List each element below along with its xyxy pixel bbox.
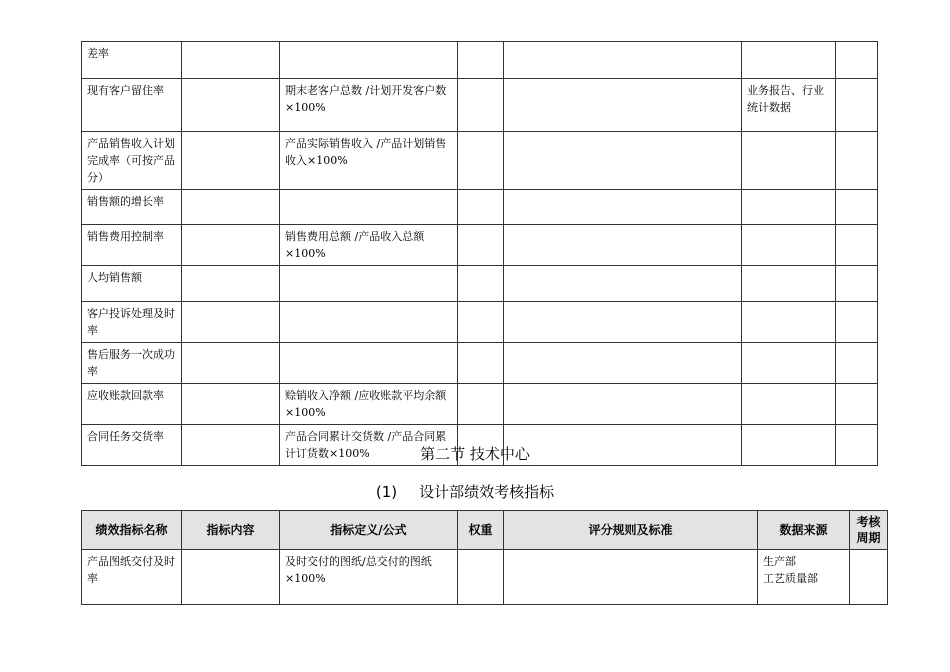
weight-cell	[458, 79, 504, 132]
weight-cell	[458, 302, 504, 343]
sub-title	[0, 481, 940, 502]
table-row	[82, 302, 878, 343]
source-line: 生产部	[763, 555, 796, 568]
rules-cell	[504, 42, 742, 79]
indicator-name-cell: 合同任务交货率	[82, 425, 182, 466]
definition-cell: 销售费用总额 /产品收入总额×100%	[280, 225, 458, 266]
section-title: 第二节 技术中心	[420, 445, 530, 463]
rules-cell	[504, 343, 742, 384]
weight-cell	[458, 42, 504, 79]
sub-title-number: (1)	[375, 483, 398, 501]
weight-cell	[458, 132, 504, 190]
definition-cell: 产品合同累计交货数 /产品合同累计订货数×100%	[280, 425, 458, 466]
content-cell	[182, 302, 280, 343]
table-row	[82, 343, 878, 384]
table-row	[82, 132, 878, 190]
design-dept-kpi-table	[81, 510, 888, 605]
definition-cell	[280, 42, 458, 79]
indicator-name-cell: 现有客户留住率	[82, 79, 182, 132]
source-cell	[758, 550, 850, 605]
period-cell	[836, 343, 878, 384]
rules-cell	[504, 550, 758, 605]
source-cell	[742, 302, 836, 343]
weight-cell	[458, 225, 504, 266]
period-cell	[836, 302, 878, 343]
table-row	[82, 266, 878, 302]
indicator-name-cell: 产品销售收入计划完成率（可按产品分）	[82, 132, 182, 190]
content-cell	[182, 79, 280, 132]
table-header-row	[82, 511, 888, 550]
indicator-name-cell: 应收账款回款率	[82, 384, 182, 425]
source-cell	[742, 132, 836, 190]
rules-cell	[504, 190, 742, 225]
rules-cell	[504, 302, 742, 343]
definition-cell	[280, 190, 458, 225]
period-cell	[836, 79, 878, 132]
content-cell	[182, 266, 280, 302]
content-cell	[182, 42, 280, 79]
rules-cell	[504, 132, 742, 190]
source-line: 工艺质量部	[763, 572, 818, 585]
indicator-name-cell: 差率	[82, 42, 182, 79]
header-rules: 评分规则及标准	[504, 511, 758, 550]
header-period: 考核周期	[850, 511, 888, 550]
source-cell: 业务报告、行业统计数据	[742, 79, 836, 132]
period-cell	[836, 225, 878, 266]
indicator-name-cell: 销售费用控制率	[82, 225, 182, 266]
indicator-name-cell: 产品图纸交付及时率	[82, 550, 182, 605]
header-definition: 指标定义/公式	[280, 511, 458, 550]
period-cell	[836, 42, 878, 79]
indicator-name-cell: 销售额的增长率	[82, 190, 182, 225]
source-cell	[742, 266, 836, 302]
indicator-name-cell: 售后服务一次成功率	[82, 343, 182, 384]
definition-cell: 赊销收入净额 /应收账款平均余额×100%	[280, 384, 458, 425]
weight-cell	[458, 343, 504, 384]
definition-cell: 及时交付的图纸/总交付的图纸×100%	[280, 550, 458, 605]
definition-cell	[280, 343, 458, 384]
header-content: 指标内容	[182, 511, 280, 550]
rules-cell	[504, 266, 742, 302]
rules-cell	[504, 225, 742, 266]
definition-cell: 产品实际销售收入 /产品计划销售收入×100%	[280, 132, 458, 190]
indicator-name-cell: 人均销售额	[82, 266, 182, 302]
weight-cell	[458, 190, 504, 225]
source-cell	[742, 384, 836, 425]
header-indicator-name: 绩效指标名称	[82, 511, 182, 550]
table-row	[82, 550, 888, 605]
source-cell	[742, 343, 836, 384]
rules-cell	[504, 79, 742, 132]
definition-cell	[280, 266, 458, 302]
indicator-name-cell: 客户投诉处理及时率	[82, 302, 182, 343]
table-row	[82, 225, 878, 266]
period-cell	[836, 384, 878, 425]
sub-title-text: 设计部绩效考核指标	[419, 483, 555, 501]
content-cell	[182, 384, 280, 425]
period-cell	[836, 132, 878, 190]
table-row	[82, 79, 878, 132]
definition-cell	[280, 302, 458, 343]
weight-cell	[458, 550, 504, 605]
table-row	[82, 190, 878, 225]
content-cell	[182, 190, 280, 225]
table-row	[82, 42, 878, 79]
header-source: 数据来源	[758, 511, 850, 550]
header-weight: 权重	[458, 511, 504, 550]
content-cell	[182, 343, 280, 384]
rules-cell	[504, 384, 742, 425]
content-cell	[182, 225, 280, 266]
definition-cell: 期末老客户总数 /计划开发客户数×100%	[280, 79, 458, 132]
table-row	[82, 384, 878, 425]
period-cell	[850, 550, 888, 605]
content-cell	[182, 550, 280, 605]
weight-cell	[458, 266, 504, 302]
source-cell	[742, 190, 836, 225]
kpi-table-continued	[81, 41, 878, 466]
source-cell	[742, 42, 836, 79]
weight-cell	[458, 384, 504, 425]
source-cell	[742, 225, 836, 266]
period-cell	[836, 190, 878, 225]
period-cell	[836, 266, 878, 302]
content-cell	[182, 132, 280, 190]
